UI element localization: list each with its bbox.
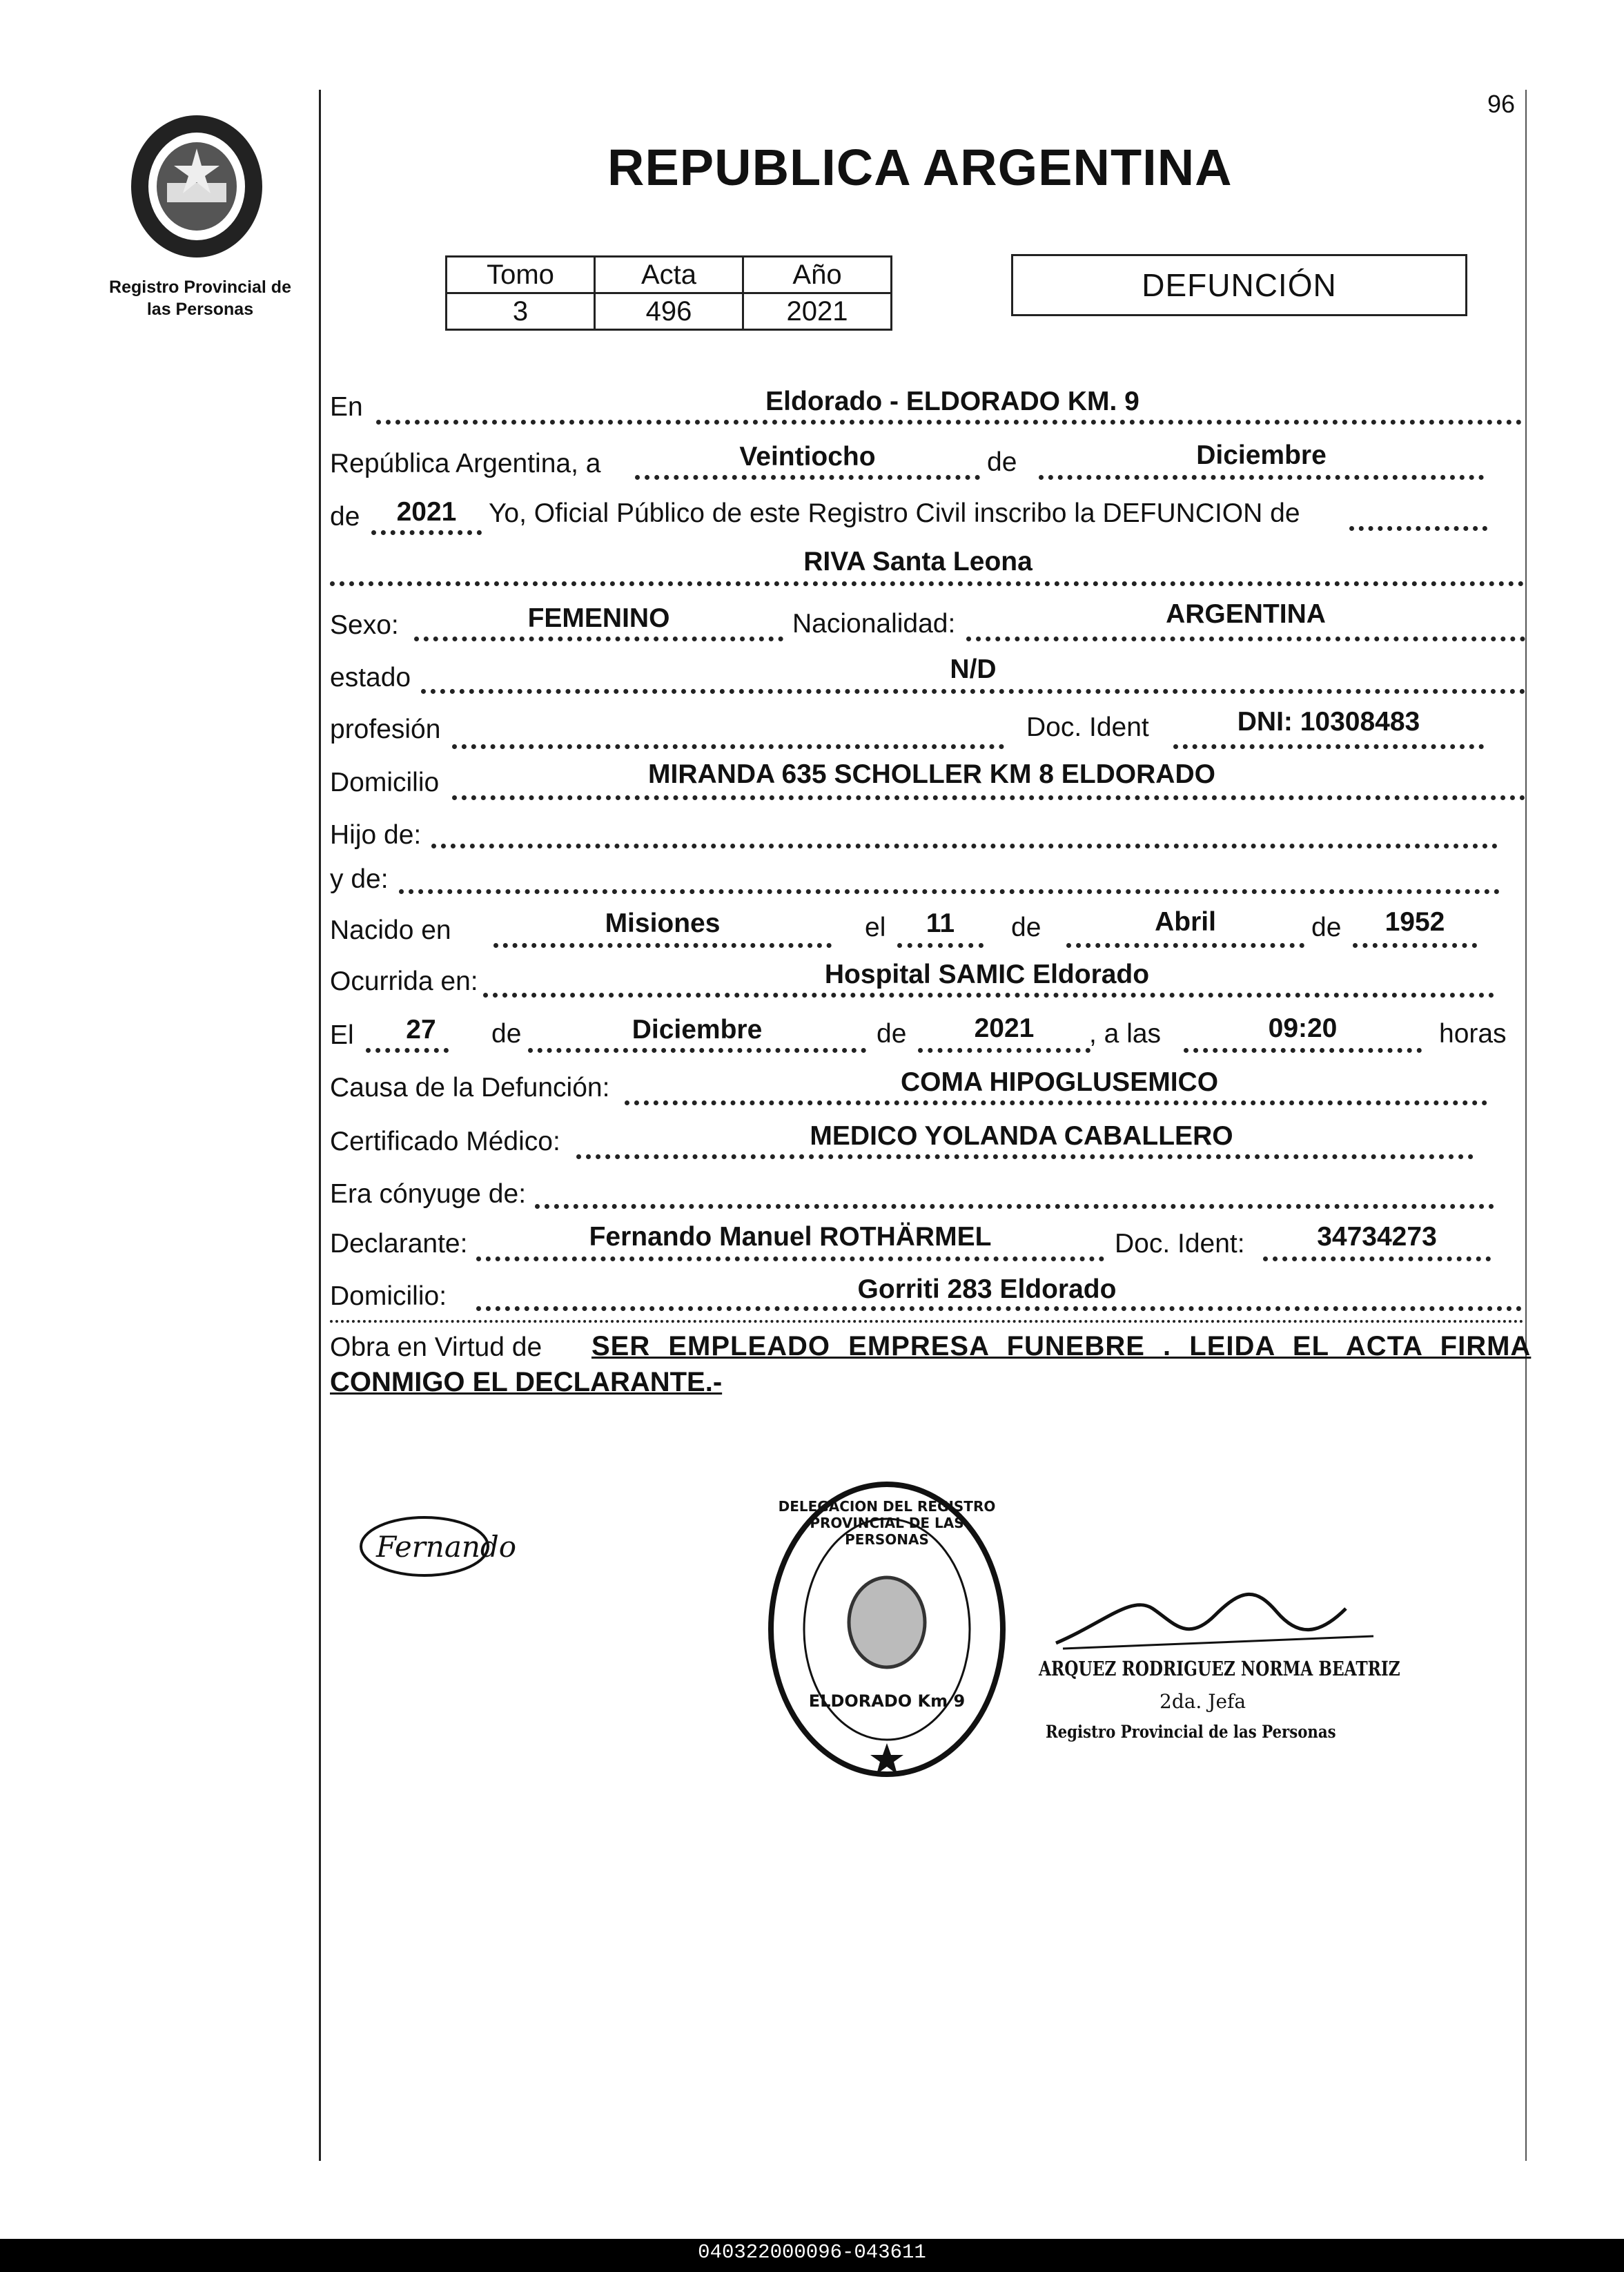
- estado-label: estado: [330, 663, 411, 692]
- nombre-dots: [330, 581, 1524, 586]
- obra-label: Obra en Virtud de: [330, 1332, 542, 1362]
- de-label-4: de: [1311, 913, 1342, 942]
- anio-value: 2021: [396, 497, 457, 527]
- def-mes-value: Diciembre: [632, 1015, 763, 1045]
- seal-text: DELEGACION DEL REGISTRO PROVINCIAL DE LAS PERSONAS: [778, 1498, 996, 1548]
- nac-dia-dots: [897, 943, 984, 948]
- declarante-dots: [476, 1256, 1104, 1261]
- nacido-value: Misiones: [605, 909, 721, 938]
- inscribo-dots: [1349, 526, 1487, 531]
- ocurrida-label: Ocurrida en:: [330, 967, 478, 996]
- certificado-value: MEDICO YOLANDA CABALLERO: [810, 1121, 1233, 1151]
- doc-ident-label-2: Doc. Ident:: [1115, 1229, 1245, 1259]
- nac-mes-dots: [1066, 943, 1304, 948]
- de-label-1: de: [987, 447, 1017, 477]
- nacionalidad-dots: [966, 637, 1525, 641]
- dia-dots: [635, 475, 980, 480]
- republica-label: República Argentina, a: [330, 449, 601, 478]
- registry-label-line2: las Personas: [146, 300, 254, 319]
- doc-ident-dots: [1173, 744, 1484, 749]
- anio-dots: [371, 530, 482, 535]
- left-margin-rule: [319, 90, 321, 2161]
- causa-dots: [625, 1100, 1487, 1105]
- causa-label: Causa de la Defunción:: [330, 1073, 610, 1103]
- de-label-6: de: [877, 1019, 907, 1049]
- hora-value: 09:20: [1268, 1013, 1338, 1043]
- nac-dia-value: 11: [926, 909, 955, 938]
- doc-ident-value: DNI: 10308483: [1237, 707, 1420, 737]
- hijo-dots: [431, 844, 1498, 848]
- estado-value: N/D: [950, 654, 997, 684]
- el-label-2: El: [330, 1020, 354, 1050]
- record-table-value-tomo: 3: [447, 293, 595, 330]
- official-signature: [1049, 1581, 1394, 1657]
- right-margin-rule: [1525, 90, 1527, 2161]
- hora-dots: [1184, 1048, 1422, 1053]
- declarant-signature-text: Fernando: [376, 1530, 517, 1564]
- def-anio-dots: [918, 1048, 1090, 1053]
- declarante-doc-dots: [1263, 1256, 1491, 1261]
- nac-mes-value: Abril: [1155, 907, 1216, 937]
- obra-value-line1: SER EMPLEADO EMPRESA FUNEBRE . LEIDA EL ACTA FIRMA: [591, 1331, 1532, 1361]
- nacido-label: Nacido en: [330, 915, 451, 945]
- ocurrida-dots: [483, 993, 1494, 998]
- certificado-dots: [576, 1154, 1474, 1159]
- nacionalidad-value: ARGENTINA: [1166, 599, 1326, 629]
- domicilio-dots: [452, 795, 1525, 800]
- declarant-signature: [352, 1505, 531, 1588]
- en-value: Eldorado - ELDORADO KM. 9: [765, 387, 1139, 416]
- dia-value: Veintiocho: [739, 442, 876, 472]
- certificado-label: Certificado Médico:: [330, 1127, 560, 1156]
- nac-anio-dots: [1353, 943, 1477, 948]
- domicilio-label: Domicilio: [330, 768, 440, 797]
- def-anio-value: 2021: [974, 1013, 1035, 1043]
- declarante-domicilio-dots: [476, 1306, 1522, 1311]
- registry-label: [90, 276, 311, 320]
- nac-anio-value: 1952: [1385, 907, 1445, 937]
- ocurrida-value: Hospital SAMIC Eldorado: [824, 960, 1150, 989]
- official-name: ARQUEZ RODRIGUEZ NORMA BEATRIZ: [1039, 1657, 1400, 1680]
- declarante-value: Fernando Manuel ROTHÄRMEL: [589, 1222, 992, 1252]
- en-label: En: [330, 392, 363, 422]
- record-table-value-acta: 496: [595, 293, 743, 330]
- def-dia-dots: [366, 1048, 449, 1053]
- causa-value: COMA HIPOGLUSEMICO: [900, 1067, 1219, 1097]
- estado-dots: [421, 689, 1525, 694]
- sexo-dots: [414, 637, 783, 641]
- horas-label: horas: [1439, 1019, 1507, 1049]
- page-title: REPUBLICA ARGENTINA: [607, 139, 1233, 196]
- doc-ident-label: Doc. Ident: [1026, 712, 1149, 742]
- sexo-label: Sexo:: [330, 610, 399, 640]
- de-label-3: de: [1011, 913, 1041, 942]
- sexo-value: FEMENINO: [527, 603, 670, 633]
- page-number: 96: [1487, 90, 1516, 118]
- conyuge-label: Era cónyuge de:: [330, 1179, 527, 1209]
- official-role: 2da. Jefa: [1160, 1690, 1246, 1713]
- yde-dots: [399, 889, 1500, 894]
- domicilio-value: MIRANDA 635 SCHOLLER KM 8 ELDORADO: [648, 759, 1215, 789]
- nacionalidad-label: Nacionalidad:: [792, 609, 956, 639]
- def-mes-dots: [528, 1048, 866, 1053]
- record-table-value-row: [447, 293, 892, 330]
- def-dia-value: 27: [406, 1015, 436, 1045]
- registry-label-line1: Registro Provincial de: [109, 278, 291, 297]
- domicilio-label-2: Domicilio:: [330, 1281, 447, 1311]
- nacido-dots: [493, 943, 832, 948]
- obra-top-rule: [330, 1320, 1524, 1323]
- official-seal: [763, 1477, 1011, 1781]
- declarante-domicilio-value: Gorriti 283 Eldorado: [857, 1274, 1117, 1304]
- record-table-header-row: [447, 257, 892, 293]
- inscribo-text: Yo, Oficial Público de este Registro Civil inscribo la DEFUNCION de: [489, 498, 1300, 528]
- yde-label: y de:: [330, 864, 389, 894]
- mes-dots: [1039, 475, 1484, 480]
- mes-value: Diciembre: [1196, 440, 1327, 470]
- official-office: Registro Provincial de las Personas: [1046, 1722, 1336, 1742]
- footer-barcode-text: 040322000096-043611: [698, 2241, 926, 2264]
- nombre-value: RIVA Santa Leona: [803, 547, 1033, 576]
- hijo-label: Hijo de:: [330, 820, 422, 850]
- seal-place: ELDORADO Km 9: [808, 1691, 966, 1711]
- profesion-label: profesión: [330, 715, 441, 744]
- declarante-label: Declarante:: [330, 1229, 468, 1259]
- province-emblem: [124, 110, 269, 262]
- profesion-dots: [452, 744, 1004, 749]
- de-label-2: de: [330, 502, 360, 532]
- conyuge-dots: [535, 1204, 1494, 1209]
- record-table-header-tomo: Tomo: [447, 257, 595, 293]
- record-table-header-anio: Año: [743, 257, 892, 293]
- declarante-doc-value: 34734273: [1317, 1222, 1437, 1252]
- alas-label: , a las: [1089, 1019, 1162, 1049]
- en-dots: [376, 420, 1522, 425]
- de-label-5: de: [491, 1019, 522, 1049]
- obra-value-line2: CONMIGO EL DECLARANTE.-: [330, 1367, 723, 1397]
- record-table-header-acta: Acta: [595, 257, 743, 293]
- record-type-box: DEFUNCIÓN: [1011, 254, 1467, 316]
- record-table: [445, 255, 892, 331]
- el-label: el: [865, 913, 886, 942]
- record-table-value-anio: 2021: [743, 293, 892, 330]
